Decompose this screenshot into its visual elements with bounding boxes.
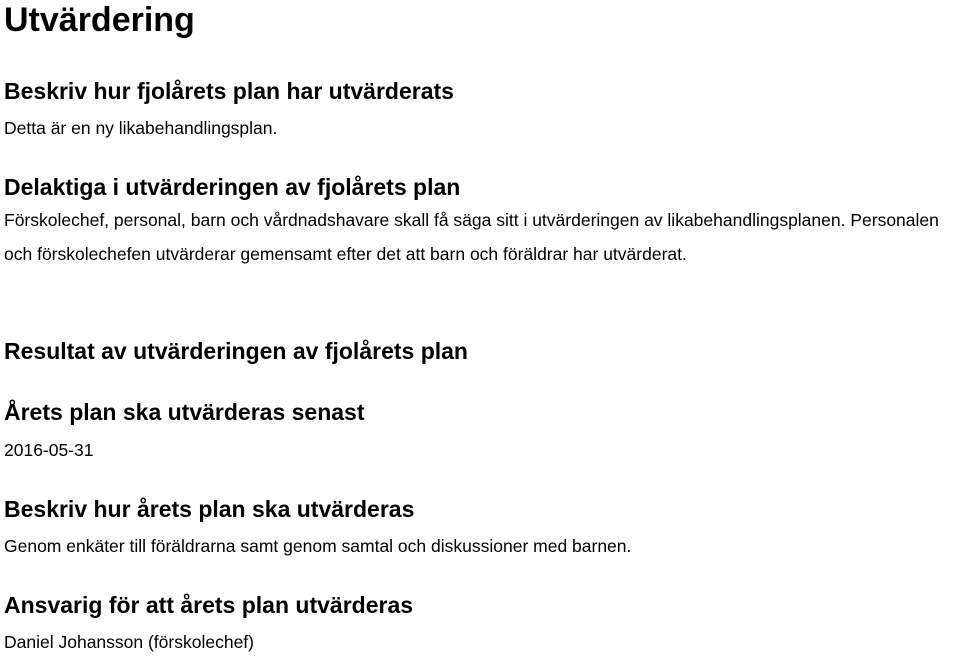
- section-text-evaluation-method-this-year: Genom enkäter till föräldrarna samt genom samtal och diskussioner med barnen.: [4, 536, 632, 556]
- section-text-deadline-date: 2016-05-31: [4, 440, 94, 460]
- section-heading-results: Resultat av utvärderingen av fjolårets plan: [4, 338, 468, 364]
- section-text-evaluation-method-last-year: Detta är en ny likabehandlingsplan.: [4, 118, 278, 138]
- section-text-responsible-person: Daniel Johansson (förskolechef): [4, 632, 254, 652]
- section-heading-deadline: Årets plan ska utvärderas senast: [4, 399, 365, 425]
- page-title: Utvärdering: [4, 1, 195, 39]
- section-heading-participants: Delaktiga i utvärderingen av fjolårets plan: [4, 174, 461, 200]
- section-heading-responsible: Ansvarig för att årets plan utvärderas: [4, 592, 414, 618]
- section-text-participants: Förskolechef, personal, barn och vårdnadshavare skall få säga sitt i utvärderingen av likabehandlingsplanen. Personalen och förskolechefen utvärderar gemensamt efter det att barn och föräldrar har utvärderat.: [4, 210, 939, 264]
- section-heading-evaluation-method-last-year: Beskriv hur fjolårets plan har utvärderats: [4, 78, 454, 104]
- section-heading-evaluation-method-this-year: Beskriv hur årets plan ska utvärderas: [4, 496, 415, 522]
